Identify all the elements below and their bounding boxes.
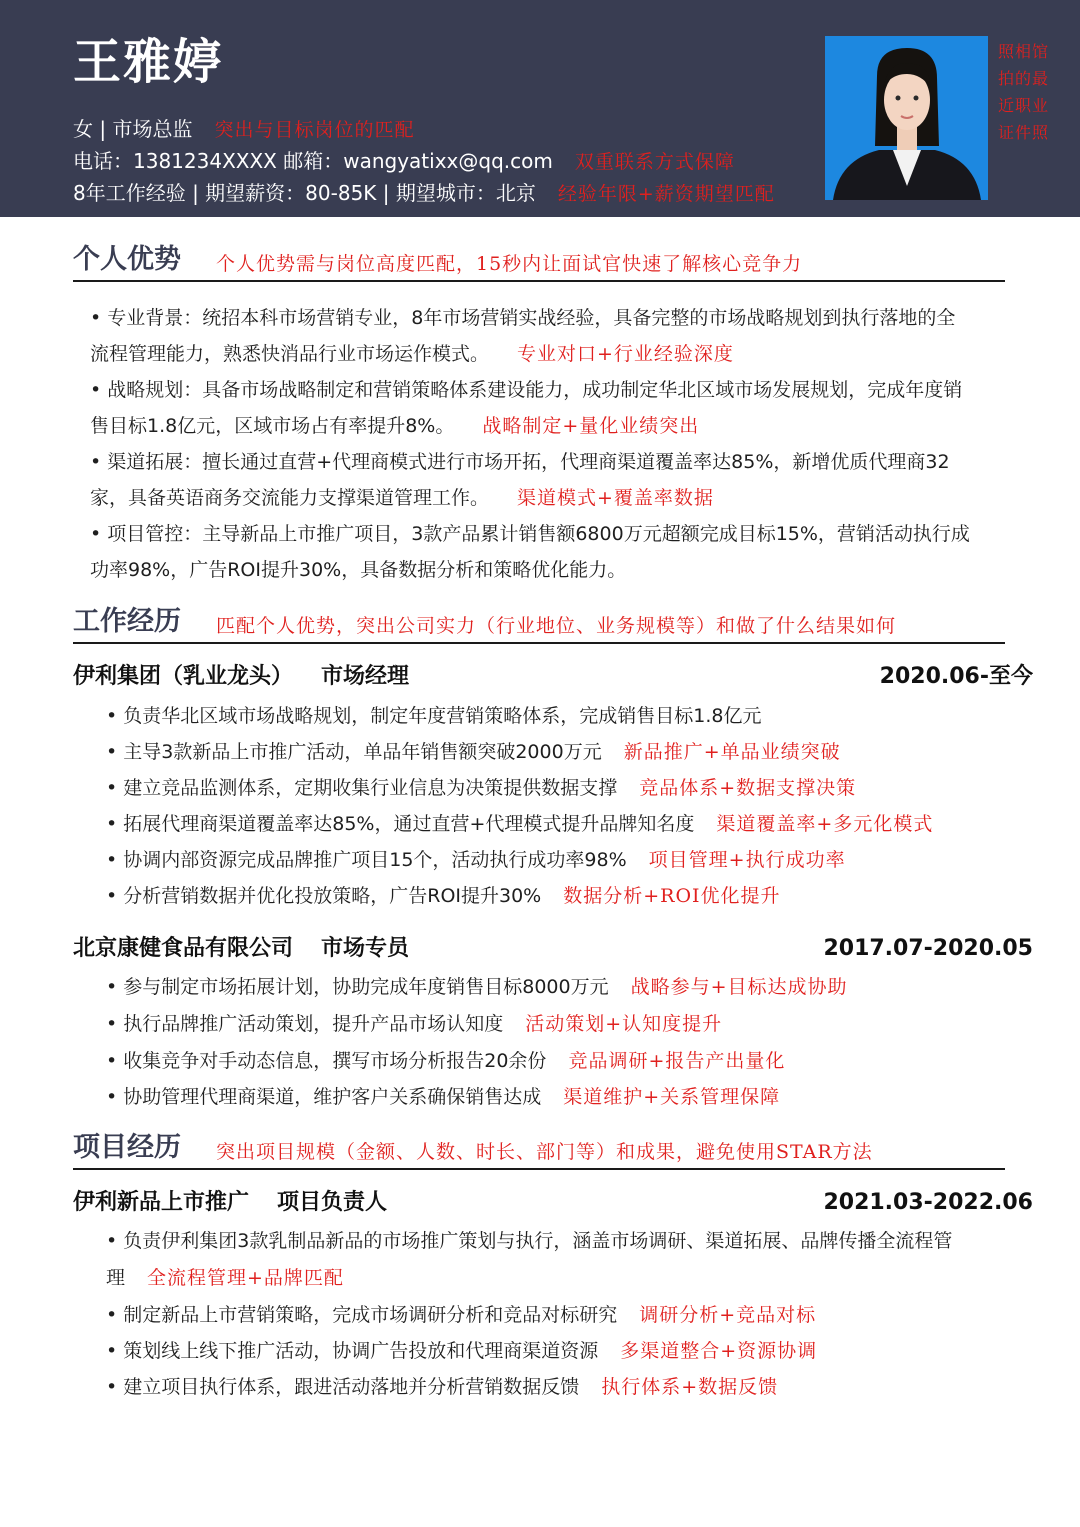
- job-bullet: • 建立竞品监测体系，定期收集行业信息为决策提供数据支撑 竞品体系+数据支撑决策: [106, 777, 857, 799]
- project-header: [73, 1186, 1033, 1220]
- annotation: 竞品调研+报告产出量化: [568, 1050, 786, 1072]
- section-projects: [73, 1124, 1005, 1170]
- job-role: 市场经理: [321, 664, 410, 689]
- job-header: [73, 932, 1033, 966]
- annotation: 专业对口+行业经验深度: [517, 343, 734, 365]
- annotation: 全流程管理+品牌匹配: [147, 1267, 344, 1289]
- job-bullet: • 负责华北区域市场战略规划，制定年度营销策略体系，完成销售目标1.8亿元: [106, 705, 762, 727]
- job-header: [73, 660, 1033, 694]
- job-date: 2020.06-至今: [879, 664, 1033, 689]
- job-date: 2017.07-2020.05: [823, 936, 1033, 961]
- annotation: 经验年限+薪资期望匹配: [557, 183, 775, 205]
- job-bullet: • 分析营销数据并优化投放策略，广告ROI提升30% 数据分析+ROI优化提升: [106, 885, 781, 907]
- advantage-item: • 渠道拓展：擅长通过直营+代理商模式进行市场开拓，代理商渠道覆盖率达85%，新增优质代理商32家，具备英语商务交流能力支撑渠道管理工作。 渠道模式+覆盖率数据: [90, 451, 950, 509]
- project-bullet: • 制定新品上市营销策略，完成市场调研分析和竞品对标研究 调研分析+竞品对标: [106, 1304, 817, 1326]
- annotation: 竞品体系+数据支撑决策: [639, 777, 857, 799]
- header-line-3: 8年工作经验 | 期望薪资：80-85K | 期望城市：北京 经验年限+薪资期望匹配: [73, 181, 775, 205]
- annotation: 渠道覆盖率+多元化模式: [716, 813, 934, 835]
- job-role: 市场专员: [321, 936, 410, 961]
- advantage-item: • 战略规划：具备市场战略制定和营销策略体系建设能力，成功制定华北区域市场发展规划，完成年度销售目标1.8亿元，区域市场占有率提升8%。 战略制定+量化业绩突出: [90, 379, 963, 437]
- annotation: 双重联系方式保障: [574, 151, 735, 173]
- annotation: 项目管理+执行成功率: [648, 849, 846, 871]
- annotation: 多渠道整合+资源协调: [620, 1340, 818, 1362]
- annotation: 调研分析+竞品对标: [639, 1304, 817, 1326]
- project-date: 2021.03-2022.06: [823, 1190, 1033, 1215]
- header-line-2: 电话：1381234XXXX 邮箱：wangyatixx@qq.com 双重联系方式保障: [73, 149, 735, 173]
- company-name: 北京康健食品有限公司: [73, 936, 294, 961]
- annotation: 渠道模式+覆盖率数据: [517, 487, 714, 509]
- job-bullet: • 执行品牌推广活动策划，提升产品市场认知度 活动策划+认知度提升: [106, 1013, 723, 1035]
- job-bullet: • 主导3款新品上市推广活动，单品年销售额突破2000万元 新品推广+单品业绩突破: [106, 741, 841, 763]
- advantage-item: • 项目管控：主导新品上市推广项目，3款产品累计销售额6800万元超额完成目标15%，营销活动执行成功率98%，广告ROI提升30%，具备数据分析和策略优化能力。: [90, 523, 970, 581]
- job-bullet: • 协调内部资源完成品牌推广项目15个，活动执行成功率98% 项目管理+执行成功率: [106, 849, 846, 871]
- job-bullet: • 协助管理代理商渠道，维护客户关系确保销售达成 渠道维护+关系管理保障: [106, 1086, 781, 1108]
- project-name: 伊利新品上市推广: [73, 1190, 250, 1215]
- header-banner: [0, 0, 1080, 217]
- section-annotation: 突出项目规模（金额、人数、时长、部门等）和成果，避免使用STAR方法: [216, 1141, 873, 1163]
- job-bullet: • 拓展代理商渠道覆盖率达85%，通过直营+代理模式提升品牌知名度 渠道覆盖率+多元化模式: [106, 813, 934, 835]
- project-bullet: • 负责伊利集团3款乳制品新品的市场推广策划与执行，涵盖市场调研、渠道拓展、品牌传播全流程管理 全流程管理+品牌匹配: [106, 1230, 953, 1289]
- annotation: 执行体系+数据反馈: [601, 1376, 779, 1398]
- annotation: 活动策划+认知度提升: [525, 1013, 723, 1035]
- project-bullet: • 建立项目执行体系，跟进活动落地并分析营销数据反馈 执行体系+数据反馈: [106, 1376, 779, 1398]
- company-name: 伊利集团（乳业龙头）: [73, 664, 294, 689]
- candidate-name: 王雅婷: [73, 34, 224, 90]
- annotation: 渠道维护+关系管理保障: [563, 1086, 781, 1108]
- annotation: 战略参与+目标达成协助: [630, 976, 848, 998]
- profile-photo: [825, 36, 988, 200]
- portrait-figure: [825, 36, 988, 200]
- section-annotation: 个人优势需与岗位高度匹配，15秒内让面试官快速了解核心竞争力: [216, 253, 803, 275]
- section-work: [73, 598, 1005, 644]
- annotation: 新品推广+单品业绩突破: [623, 741, 841, 763]
- section-title: 个人优势: [73, 244, 181, 275]
- annotation: 战略制定+量化业绩突出: [482, 415, 700, 437]
- section-annotation: 匹配个人优势，突出公司实力（行业地位、业务规模等）和做了什么结果如何: [216, 615, 897, 637]
- job-bullet: • 收集竞争对手动态信息，撰写市场分析报告20余份 竞品调研+报告产出量化: [106, 1050, 786, 1072]
- section-title: 工作经历: [73, 606, 181, 637]
- project-bullet: • 策划线上线下推广活动，协调广告投放和代理商渠道资源 多渠道整合+资源协调: [106, 1340, 818, 1362]
- project-role: 项目负责人: [277, 1190, 388, 1215]
- photo-annotation: 照相馆拍的最近职业证件照: [998, 42, 1050, 142]
- job-bullet: • 参与制定市场拓展计划，协助完成年度销售目标8000万元 战略参与+目标达成协助: [106, 976, 848, 998]
- section-title: 项目经历: [73, 1132, 181, 1163]
- annotation: 突出与目标岗位的匹配: [214, 119, 415, 141]
- advantage-item: • 专业背景：统招本科市场营销专业，8年市场营销实战经验，具备完整的市场战略规划到执行落地的全流程管理能力，熟悉快消品行业市场运作模式。 专业对口+行业经验深度: [90, 307, 956, 365]
- header-line-1: 女 | 市场总监 突出与目标岗位的匹配: [73, 117, 415, 141]
- annotation: 数据分析+ROI优化提升: [563, 885, 781, 907]
- section-advantages: [73, 236, 1005, 282]
